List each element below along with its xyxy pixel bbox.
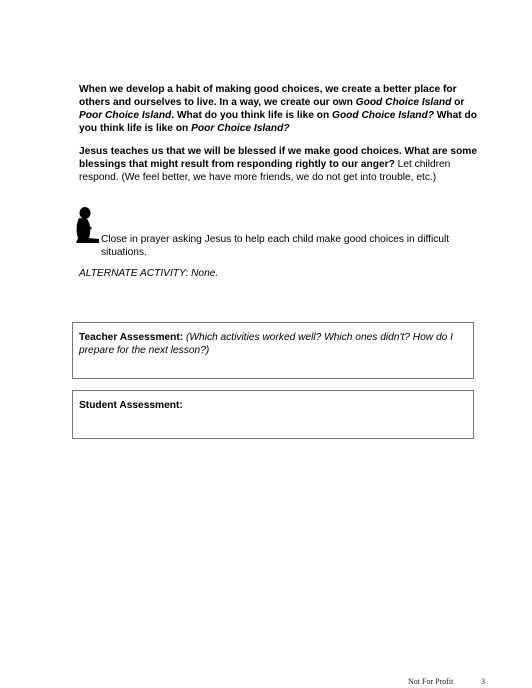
alternate-activity: ALTERNATE ACTIVITY: None. [79,268,219,279]
intro-text-c: or [451,97,465,108]
intro-text-a: When we develop a habit of making good choices, we create a better place for others and ourselves to live. In a way, we create our own [79,84,457,108]
student-assessment-text [79,399,467,412]
teacher-assessment-prompt: (Which activities worked well? Which ones didn't? How do I prepare for the next lesson?) [79,332,453,356]
intro-paragraph [79,83,479,135]
student-assessment-box[interactable] [72,390,474,439]
blessings-responses: Let children respond. (We feel better, we have more friends, we do not get into trouble, etc.) [79,159,451,183]
footer-page-number: 3 [481,677,485,686]
blessings-question: Jesus teaches us that we will be blessed if we make good choices. What are some blessings that might result from responding rightly to our anger? [79,146,478,170]
intro-text-g: What do you think life is like on [79,110,477,134]
good-choice-island-question: Good Choice Island? [332,110,434,121]
good-choice-island-term: Good Choice Island [355,97,452,108]
poor-choice-island-term: Poor Choice Island [79,110,172,121]
footer-not-for-profit: Not For Profit [408,677,454,686]
teacher-assessment-box[interactable] [72,322,474,379]
closing-prayer-text: Close in prayer asking Jesus to help each child make good choices in difficult situations. [101,234,450,258]
praying-child-icon [73,206,101,244]
blessings-paragraph [79,145,479,184]
poor-choice-island-question: Poor Choice Island? [191,123,290,134]
teacher-assessment-label: Teacher Assessment: [79,332,184,343]
intro-text-e: . What do you think life is like on [171,110,333,121]
student-assessment-label: Student Assessment: [79,400,183,411]
teacher-assessment-text [79,331,467,357]
